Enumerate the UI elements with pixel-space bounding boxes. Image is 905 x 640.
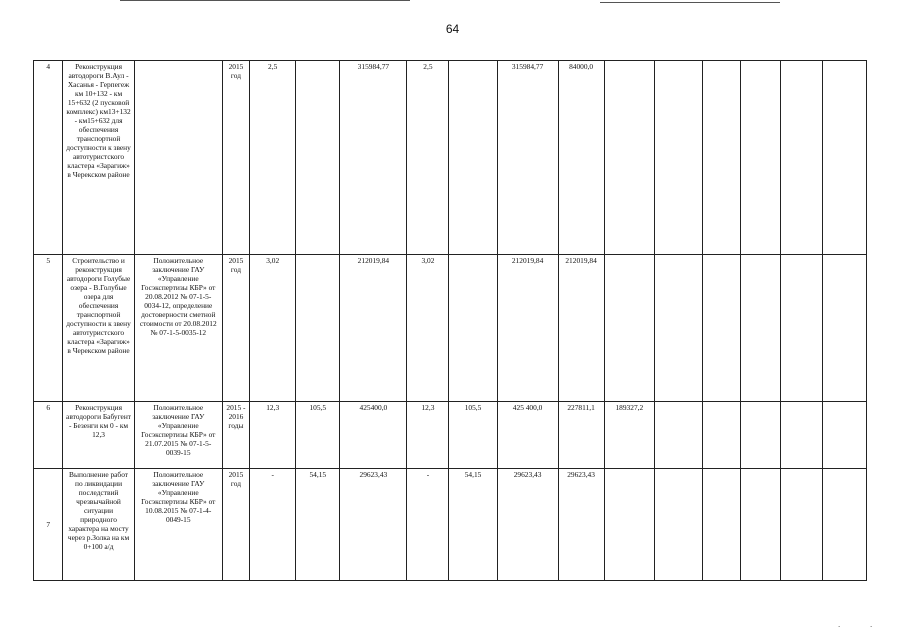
value-cell bbox=[449, 61, 497, 255]
expert-conclusion: Положительное заключение ГАУ «Управление Госэкспертизы КБР» от 20.08.2012 № 07-1-5-0034-12, определение достоверности сметной стоимости от 20.08.2012 № 07-1-5-0035-12 bbox=[134, 255, 222, 402]
value-cell bbox=[296, 255, 340, 402]
value-cell bbox=[655, 469, 703, 581]
value-cell: 212019,84 bbox=[558, 255, 604, 402]
value-cell bbox=[741, 402, 781, 469]
value-cell: 29623,43 bbox=[340, 469, 407, 581]
value-cell: 315984,77 bbox=[340, 61, 407, 255]
value-cell: 425400,0 bbox=[340, 402, 407, 469]
period-cell: 2015 год bbox=[222, 469, 249, 581]
scan-mark: . bbox=[838, 620, 841, 629]
value-cell bbox=[449, 255, 497, 402]
value-cell bbox=[741, 61, 781, 255]
scan-mark: . bbox=[870, 620, 873, 629]
object-name: Выполнение работ по ликвидации последствий чрезвычайной ситуации природного характера на мосту через р.Золка на км 0+100 а/д bbox=[63, 469, 134, 581]
value-cell: 12,3 bbox=[250, 402, 296, 469]
page-number: 64 bbox=[445, 22, 460, 36]
value-cell bbox=[780, 255, 822, 402]
value-cell: - bbox=[407, 469, 449, 581]
value-cell bbox=[822, 469, 866, 581]
row-number: 7 bbox=[34, 469, 63, 581]
value-cell bbox=[703, 61, 741, 255]
value-cell: 227811,1 bbox=[558, 402, 604, 469]
value-cell: 105,5 bbox=[296, 402, 340, 469]
expert-conclusion bbox=[134, 61, 222, 255]
value-cell bbox=[780, 402, 822, 469]
value-cell: 54,15 bbox=[296, 469, 340, 581]
object-name: Реконструкция автодороги Бабугент - Безенги км 0 - км 12,3 bbox=[63, 402, 134, 469]
top-rule-right bbox=[600, 2, 780, 3]
value-cell: 29623,43 bbox=[497, 469, 558, 581]
value-cell: 2,5 bbox=[250, 61, 296, 255]
row-number: 5 bbox=[34, 255, 63, 402]
value-cell bbox=[655, 61, 703, 255]
value-cell: 105,5 bbox=[449, 402, 497, 469]
value-cell bbox=[822, 255, 866, 402]
value-cell: 212019,84 bbox=[497, 255, 558, 402]
value-cell bbox=[604, 255, 654, 402]
object-name: Реконструкция автодороги В.Аул - Хасанья - Герпегеж км 10+132 - км 15+632 (2 пусковой комплекс) км13+132 - км15+632 для обеспечения транспортной доступности к звену автотуристского кластера «Зарагиж» в Черекском районе bbox=[63, 61, 134, 255]
value-cell bbox=[703, 469, 741, 581]
period-cell: 2015 год bbox=[222, 255, 249, 402]
value-cell: 315984,77 bbox=[497, 61, 558, 255]
value-cell: 54,15 bbox=[449, 469, 497, 581]
top-rule-left bbox=[120, 0, 410, 1]
value-cell bbox=[780, 469, 822, 581]
value-cell bbox=[741, 469, 781, 581]
value-cell: 84000,0 bbox=[558, 61, 604, 255]
value-cell bbox=[604, 469, 654, 581]
document-table bbox=[33, 60, 867, 581]
object-name: Строительство и реконструкция автодороги Голубые озера - В.Голубые озера для обеспечения транспортной доступности к звену автотуристского кластера «Зарагиж» в Черекском районе bbox=[63, 255, 134, 402]
expert-conclusion: Положительное заключение ГАУ «Управление Госэкспертизы КБР» от 10.08.2015 № 07-1-4-0049-15 bbox=[134, 469, 222, 581]
value-cell bbox=[780, 61, 822, 255]
value-cell: - bbox=[250, 469, 296, 581]
value-cell bbox=[655, 402, 703, 469]
value-cell bbox=[604, 61, 654, 255]
period-cell: 2015 - 2016 годы bbox=[222, 402, 249, 469]
row-number: 6 bbox=[34, 402, 63, 469]
value-cell bbox=[822, 402, 866, 469]
row-number: 4 bbox=[34, 61, 63, 255]
expert-conclusion: Положительное заключение ГАУ «Управление Госэкспертизы КБР» от 21.07.2015 № 07-1-5-0039-15 bbox=[134, 402, 222, 469]
value-cell bbox=[822, 61, 866, 255]
value-cell bbox=[296, 61, 340, 255]
table-row bbox=[34, 402, 867, 469]
value-cell bbox=[655, 255, 703, 402]
value-cell: 29623,43 bbox=[558, 469, 604, 581]
table-row bbox=[34, 255, 867, 402]
table-row bbox=[34, 61, 867, 255]
value-cell: 3,02 bbox=[250, 255, 296, 402]
value-cell: 425 400,0 bbox=[497, 402, 558, 469]
value-cell: 12,3 bbox=[407, 402, 449, 469]
value-cell bbox=[703, 255, 741, 402]
value-cell: 3,02 bbox=[407, 255, 449, 402]
table-row bbox=[34, 469, 867, 581]
value-cell bbox=[703, 402, 741, 469]
value-cell: 212019,84 bbox=[340, 255, 407, 402]
period-cell: 2015 год bbox=[222, 61, 249, 255]
value-cell bbox=[741, 255, 781, 402]
value-cell: 2,5 bbox=[407, 61, 449, 255]
value-cell: 189327,2 bbox=[604, 402, 654, 469]
